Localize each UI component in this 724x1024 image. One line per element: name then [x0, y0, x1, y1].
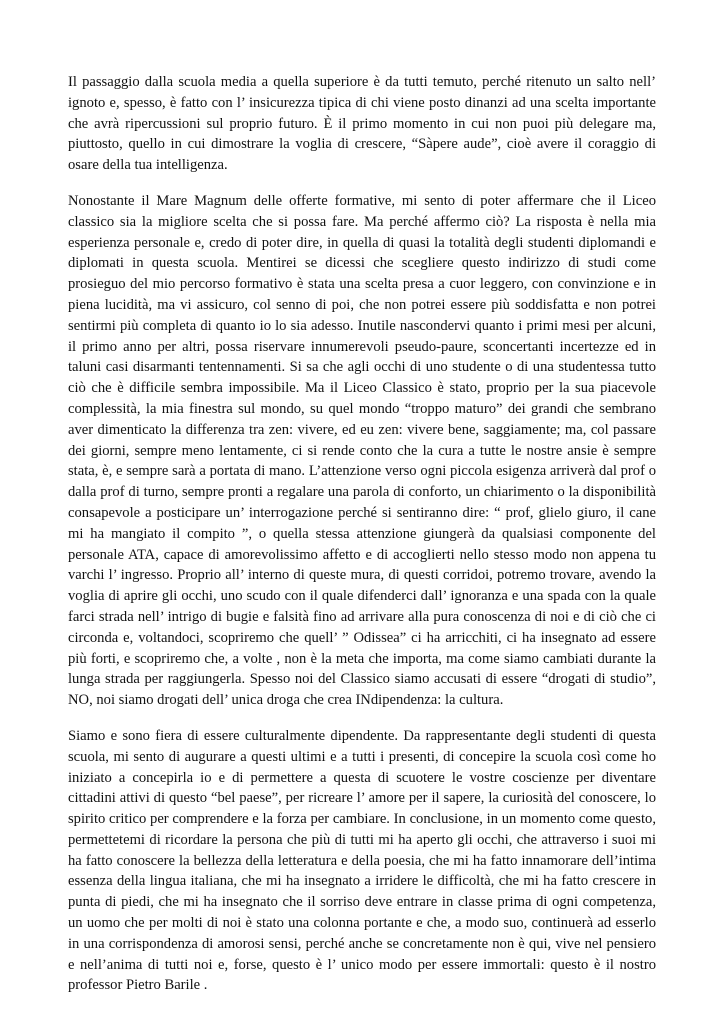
document-page: [68, 72, 656, 1011]
paragraph-conclusion: Siamo e sono fiera di essere culturalmente dipendente. Da rappresentante degli studenti di questa scuola, mi sento di augurare a questi ultimi e a tutti i presenti, di concepire la scuola così come ho iniziato a concepirla io e di permettere a questa di scuotere le vostre coscienze per diventare cittadini attivi di questo “bel paese”, per ricreare l’ amore per il sapere, la curiosità del conoscere, lo spirito critico per comprendere e la forza per cambiare. In conclusione, in un momento come questo, permettetemi di ricordare la persona che più di tutti mi ha aperto gli occhi, che attraverso i suoi mi ha fatto conoscere la bellezza della letteratura e della poesia, che mi ha fatto innamorare dell’intima essenza della lingua italiana, che mi ha insegnato a irridere le difficoltà, che mi ha fatto crescere in punta di piedi, che mi ha insegnato che il sorriso deve entrare in classe prima di ogni competenza, un uomo che per molti di noi è stato una colonna portante e che, a modo suo, continuerà ad esserlo in una corrispondenza di amorosi sensi, perché anche se concretamente non è qui, vive nel pensiero e nell’anima di tutti noi e, forse, questo è l’ unico modo per essere immortali: questo è il nostro professor Pietro Barile .: [68, 727, 656, 994]
paragraph-liceo-classico: Nonostante il Mare Magnum delle offerte formative, mi sento di poter affermare che il Liceo classico sia la migliore scelta che si possa fare. Ma perché affermo ciò? La risposta è nella mia esperienza personale e, credo di poter dire, in quella di quasi la totalità degli studenti diplomandi e diplomati in questa scuola. Mentirei se dicessi che scegliere questo indirizzo di studi come prosieguo del mio percorso formativo è stata una scelta presa a cuor leggero, con convinzione e in piena lucidità, ma vi assicuro, col senno di poi, che non potrei essere più soddisfatta e non potrei sentirmi più completa di quanto io lo sia adesso. Inutile nascondervi quanto i primi mesi per alcuni, il primo anno per altri, possa riservare innumerevoli pseudo-paure, sconcertanti incertezze ed in taluni casi disarmanti tentennamenti. Si sa che agli occhi di uno studente o di una studentessa tutto ciò che è difficile sembra impossibile. Ma il Liceo Classico è stato, proprio per la sua piacevole complessità, la mia finestra sul mondo, su quel mondo “troppo maturo” dei grandi che sembrano aver dimenticato la differenza tra zen: vivere, ed eu zen: vivere bene, saggiamente; ma, col passare dei giorni, sempre meno lentamente, ci si rende conto che la cura a tutte le nostre ansie è sempre stata, è, e sempre sarà a portata di mano. L’attenzione verso ogni piccola esigenza arriverà dal prof o dalla prof di turno, sempre pronti a regalare una parola di conforto, un chiarimento o la disponibilità consapevole a posticipare un’ interrogazione perché si sentiranno dire: “ prof, glielo giuro, il cane mi ha mangiato il compito ”, o quella stessa attenzione giungerà da qualsiasi componente del personale ATA, capace di amorevolissimo affetto e di accoglierti nello stesso modo non appena tu varchi l’ ingresso. Proprio all’ interno di queste mura, di questi corridoi, potremo trovare, avendo la voglia di aprire gli occhi, uno scudo con il quale difenderci dall’ ignoranza e una spada con la quale farci strada nell’ intrigo di bugie e falsità fino ad arrivare alla pura conoscenza di noi e di ciò che ci circonda e, voltandoci, scopriremo che quell’ ” Odissea” ci ha arricchiti, ci ha insegnato ad essere più forti, e scopriremo che, a volte , non è la meta che importa, ma come siamo cambiati durante la lunga strada per raggiungerla. Spesso noi del Classico siamo accusati di essere “drogati di studio”, NO, noi siamo drogati dell’ unica droga che crea INdipendenza: la cultura.: [68, 192, 656, 709]
paragraph-intro: Il passaggio dalla scuola media a quella superiore è da tutti temuto, perché ritenuto un salto nell’ ignoto e, spesso, è fatto con l’ insicurezza tipica di chi viene posto dinanzi ad una scelta importante che avrà ripercussioni sul proprio futuro. È il primo momento in cui non puoi più delegare ma, piuttosto, quello in cui dimostrare la voglia di crescere, “Sàpere aude”, cioè avere il coraggio di osare della tua intelligenza.: [68, 74, 656, 174]
